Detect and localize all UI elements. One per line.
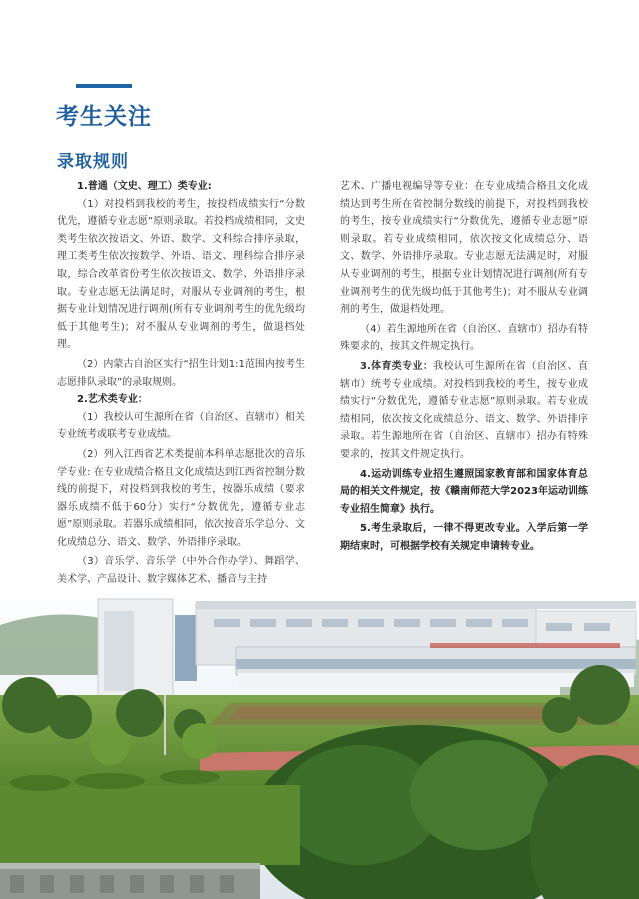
campus-photo [0,585,639,899]
title-accent-bar [76,84,132,88]
paragraph: （3）音乐学、音乐学（中外合作办学）、舞蹈学、美术学、产品设计、数字媒体艺术、播音与主持 [57,556,305,586]
section-title: 录取规则 [57,152,129,172]
front-lawn [0,785,300,865]
paragraph: 艺术、广播电视编导等专业：在专业成绩合格且文化成绩达到考生所在省控制分数线的前提下，对投档到我校的考生，按专业成绩实行“分数优先，遵循专业志愿”原则录取。若专业成绩相同，依次按文化成绩总分、语文、数学、外语排序录取。专业志愿无法满足时，对服从专业调剂的考生，根据专业计划情况进行调剂(所有专业调剂考生的优先级均低于其他考生)；对不服从专业调剂的考生，做退档处理。 [340,181,588,316]
paragraph: 5.考生录取后，一律不得更改专业。入学后第一学期结束时，可根据学校有关规定申请转专业。 [340,523,588,552]
paragraph: 2.艺术类专业： [77,394,148,406]
paragraph: 4.运动训练专业招生遵照国家教育部和国家体育总局的相关文件规定，按《赣南师范大学2023年运动训练专业招生简章》执行。 [340,468,588,515]
campus-illustration [0,585,639,899]
page-title: 考生关注 [56,104,152,130]
paragraph: （2）列入江西省艺术类提前本科单志愿批次的音乐学专业: 在专业成绩合格且文化成绩达到江西省控制分数线的前提下，对投档到我校的考生，按器乐成绩（要求器乐成绩不低于60分）实行“分数优先，遵循专业志愿”原则录取。若器乐成绩相同，依次按音乐学总分、文化成绩总分、语文、数学、外语排序录取。 [57,448,305,548]
right-text-column [340,178,588,555]
paragraph: （2）内蒙古自治区实行“招生计划1:1范围内按考生志愿排队录取”的录取规则。 [57,358,305,388]
tree [90,725,130,765]
paragraph: （1）我校认可生源所在省（自治区、直辖市）相关专业统考或联考专业成绩。 [57,411,305,441]
paragraph: 1.普通（文史、理工）类专业: [77,181,212,192]
paragraph: 3.体育类专业：我校认可生源所在省（自治区、直辖市）统考专业成绩。对投档到我校的考生，按专业成绩实行“分数优先，遵循专业志愿”原则录取。若专业成绩相同，依次按文化成绩总分、语文、数学、外语排序录取。若生源地所在省（自治区、直辖市）招办有特殊要求的，按其文件规定执行。 [340,360,588,460]
paragraph: （4）若生源地所在省（自治区、直辖市）招办有特殊要求的，按其文件规定执行。 [340,323,588,353]
left-text-column [57,178,305,589]
wall-cap [0,863,260,869]
paragraph-lead: 3.体育类专业： [360,360,434,372]
tree [182,723,218,759]
paragraph: （1）对投档到我校的考生，按投档成绩实行“分数优先，遵循专业志愿”原则录取。若投档成绩相同，文史类考生依次按语文、外语、数学、文科综合排序录取，理工类考生依次按数学、外语、语文、理科综合排序录取，综合改革省份考生依次按语文、数学、外语排序录取。专业志愿无法满足时，对服从专业调剂的考生，根据专业计划情况进行调剂(所有专业调剂考生的优先级均低于其他考生)；对不服从专业调剂的考生，做退档处理。 [57,198,305,351]
